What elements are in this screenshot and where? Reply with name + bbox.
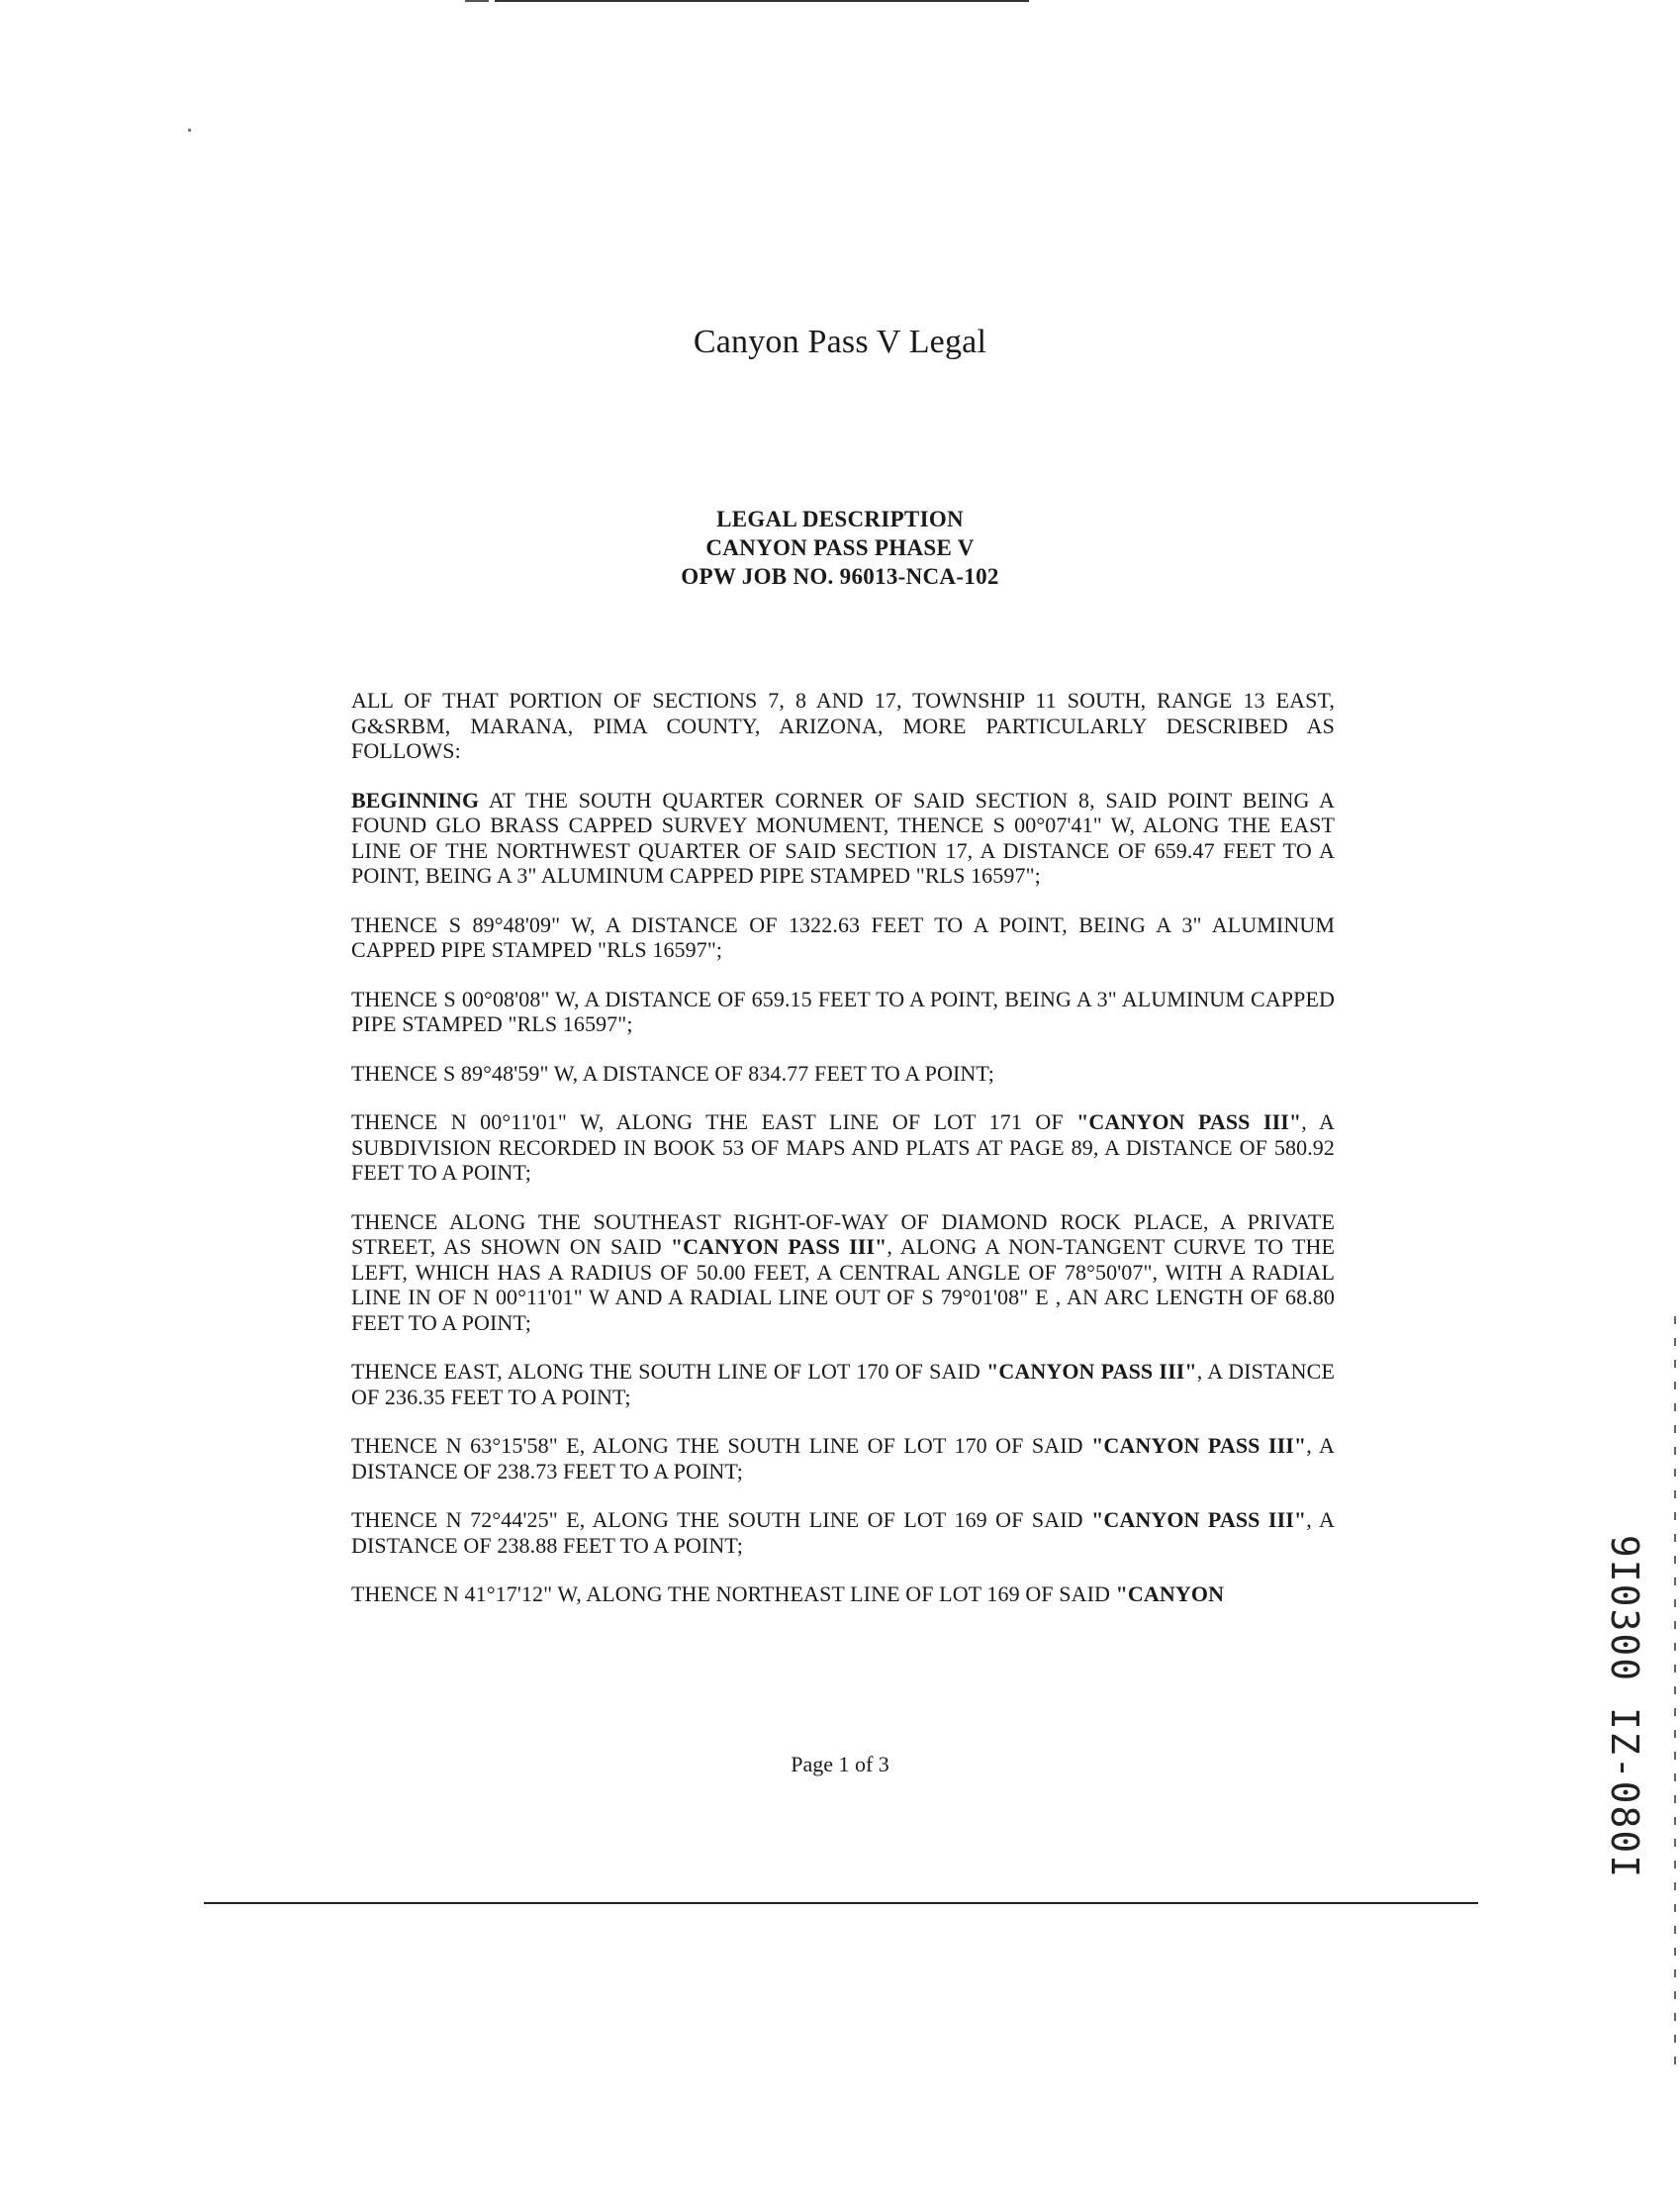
- course-5-text-b: , ALONG A NON-TANGENT CURVE TO THE LEFT, WHICH HAS A RADIUS OF 50.00 FEET, A CENTRAL ANGLE OF 78°50'07", WITH A RADIAL LINE IN OF N 00°11'01" W AND A RADIAL LINE OUT OF S 79°01'08" E , AN ARC LENGTH OF 68.80 FEET TO A POINT;: [351, 1234, 1336, 1335]
- subdivision-name: "CANYON PASS III": [1076, 1109, 1302, 1134]
- paragraph-beginning-text: AT THE SOUTH QUARTER CORNER OF SAID SECTION 8, SAID POINT BEING A FOUND GLO BRASS CAPPED SURVEY MONUMENT, THENCE S 00°07'41" W, ALONG THE EAST LINE OF THE NORTHWEST QUARTER OF SAID SECTION 17, A DISTANCE OF 659.47 FEET TO A POINT, BEING A 3" ALUMINUM CAPPED PIPE STAMPED "RLS 16597";: [351, 787, 1335, 888]
- scan-speck: [188, 129, 191, 132]
- subdivision-name: "CANYON PASS III": [670, 1234, 887, 1259]
- course-6-text-a: THENCE EAST, ALONG THE SOUTH LINE OF LOT 170 OF SAID: [351, 1359, 987, 1384]
- paragraph-course-9: [351, 1581, 1335, 1607]
- course-9-text-a: THENCE N 41°17'12" W, ALONG THE NORTHEAST LINE OF LOT 169 OF SAID: [351, 1581, 1116, 1606]
- course-8-text-b: , A DISTANCE OF 238.88 FEET TO A POINT;: [351, 1507, 1336, 1558]
- course-4-text-a: THENCE N 00°11'01" W, ALONG THE EAST LINE OF LOT 171 OF: [351, 1109, 1077, 1134]
- document-title: Canyon Pass V Legal: [693, 324, 987, 360]
- paragraph-course-8: [351, 1507, 1335, 1558]
- paragraph-course-3: THENCE S 89°48'59" W, A DISTANCE OF 834.77 FEET TO A POINT;: [351, 1060, 994, 1086]
- paragraph-course-6: [351, 1359, 1335, 1409]
- paragraph-course-7: [351, 1433, 1335, 1483]
- scan-edge-marks: [1674, 1316, 1676, 2068]
- paragraph-course-4: [351, 1109, 1335, 1186]
- paragraph-course-2: THENCE S 00°08'08" W, A DISTANCE OF 659.15 FEET TO A POINT, BEING A 3" ALUMINUM CAPPED PIPE STAMPED "RLS 16597";: [351, 986, 1335, 1036]
- top-rule: [495, 0, 1029, 2]
- paragraph-preamble: ALL OF THAT PORTION OF SECTIONS 7, 8 AND 17, TOWNSHIP 11 SOUTH, RANGE 13 EAST, G&SRBM, MARANA, PIMA COUNTY, ARIZONA, MORE PARTICULARLY DESCRIBED AS FOLLOWS:: [351, 688, 1335, 763]
- docket-stamp: [1603, 1534, 1646, 1880]
- header-line-1: LEGAL DESCRIPTION: [716, 507, 964, 531]
- course-7-text-b: , A DISTANCE OF 238.73 FEET TO A POINT;: [351, 1433, 1336, 1483]
- paragraph-course-5: [351, 1209, 1335, 1336]
- course-4-text-b: , A SUBDIVISION RECORDED IN BOOK 53 OF MAPS AND PLATS AT PAGE 89, A DISTANCE OF 580.92 FEET TO A POINT;: [351, 1109, 1335, 1185]
- paragraph-beginning: [351, 788, 1335, 889]
- page-number: Page 1 of 3: [791, 1752, 889, 1776]
- subdivision-name: "CANYON PASS III": [1091, 1433, 1307, 1458]
- course-7-text-a: THENCE N 63°15'58" E, ALONG THE SOUTH LINE OF LOT 170 OF SAID: [351, 1433, 1092, 1458]
- subdivision-name-partial: "CANYON: [1115, 1581, 1225, 1606]
- bottom-rule: [204, 1902, 1478, 1904]
- legal-description-header: [0, 505, 1680, 591]
- header-line-3: OPW JOB NO. 96013-NCA-102: [681, 564, 999, 589]
- docket-stamp-text: 9I0300 IZ-080I: [1603, 1534, 1646, 1880]
- paragraph-course-1: THENCE S 89°48'09" W, A DISTANCE OF 1322.63 FEET TO A POINT, BEING A 3" ALUMINUM CAPPED PIPE STAMPED "RLS 16597";: [351, 911, 1335, 962]
- header-line-2: CANYON PASS PHASE V: [705, 535, 975, 560]
- legal-description-body: [351, 688, 1335, 1607]
- beginning-keyword: BEGINNING: [351, 787, 480, 813]
- subdivision-name: "CANYON PASS III": [986, 1359, 1197, 1384]
- subdivision-name: "CANYON PASS III": [1091, 1507, 1307, 1532]
- top-rule-fragment: [465, 0, 489, 2]
- course-5-text-a: THENCE ALONG THE SOUTHEAST RIGHT-OF-WAY OF DIAMOND ROCK PLACE, A PRIVATE STREET, AS SHOWN ON SAID: [351, 1208, 1335, 1259]
- course-8-text-a: THENCE N 72°44'25" E, ALONG THE SOUTH LINE OF LOT 169 OF SAID: [351, 1507, 1092, 1532]
- course-6-text-b: , A DISTANCE OF 236.35 FEET TO A POINT;: [351, 1359, 1335, 1409]
